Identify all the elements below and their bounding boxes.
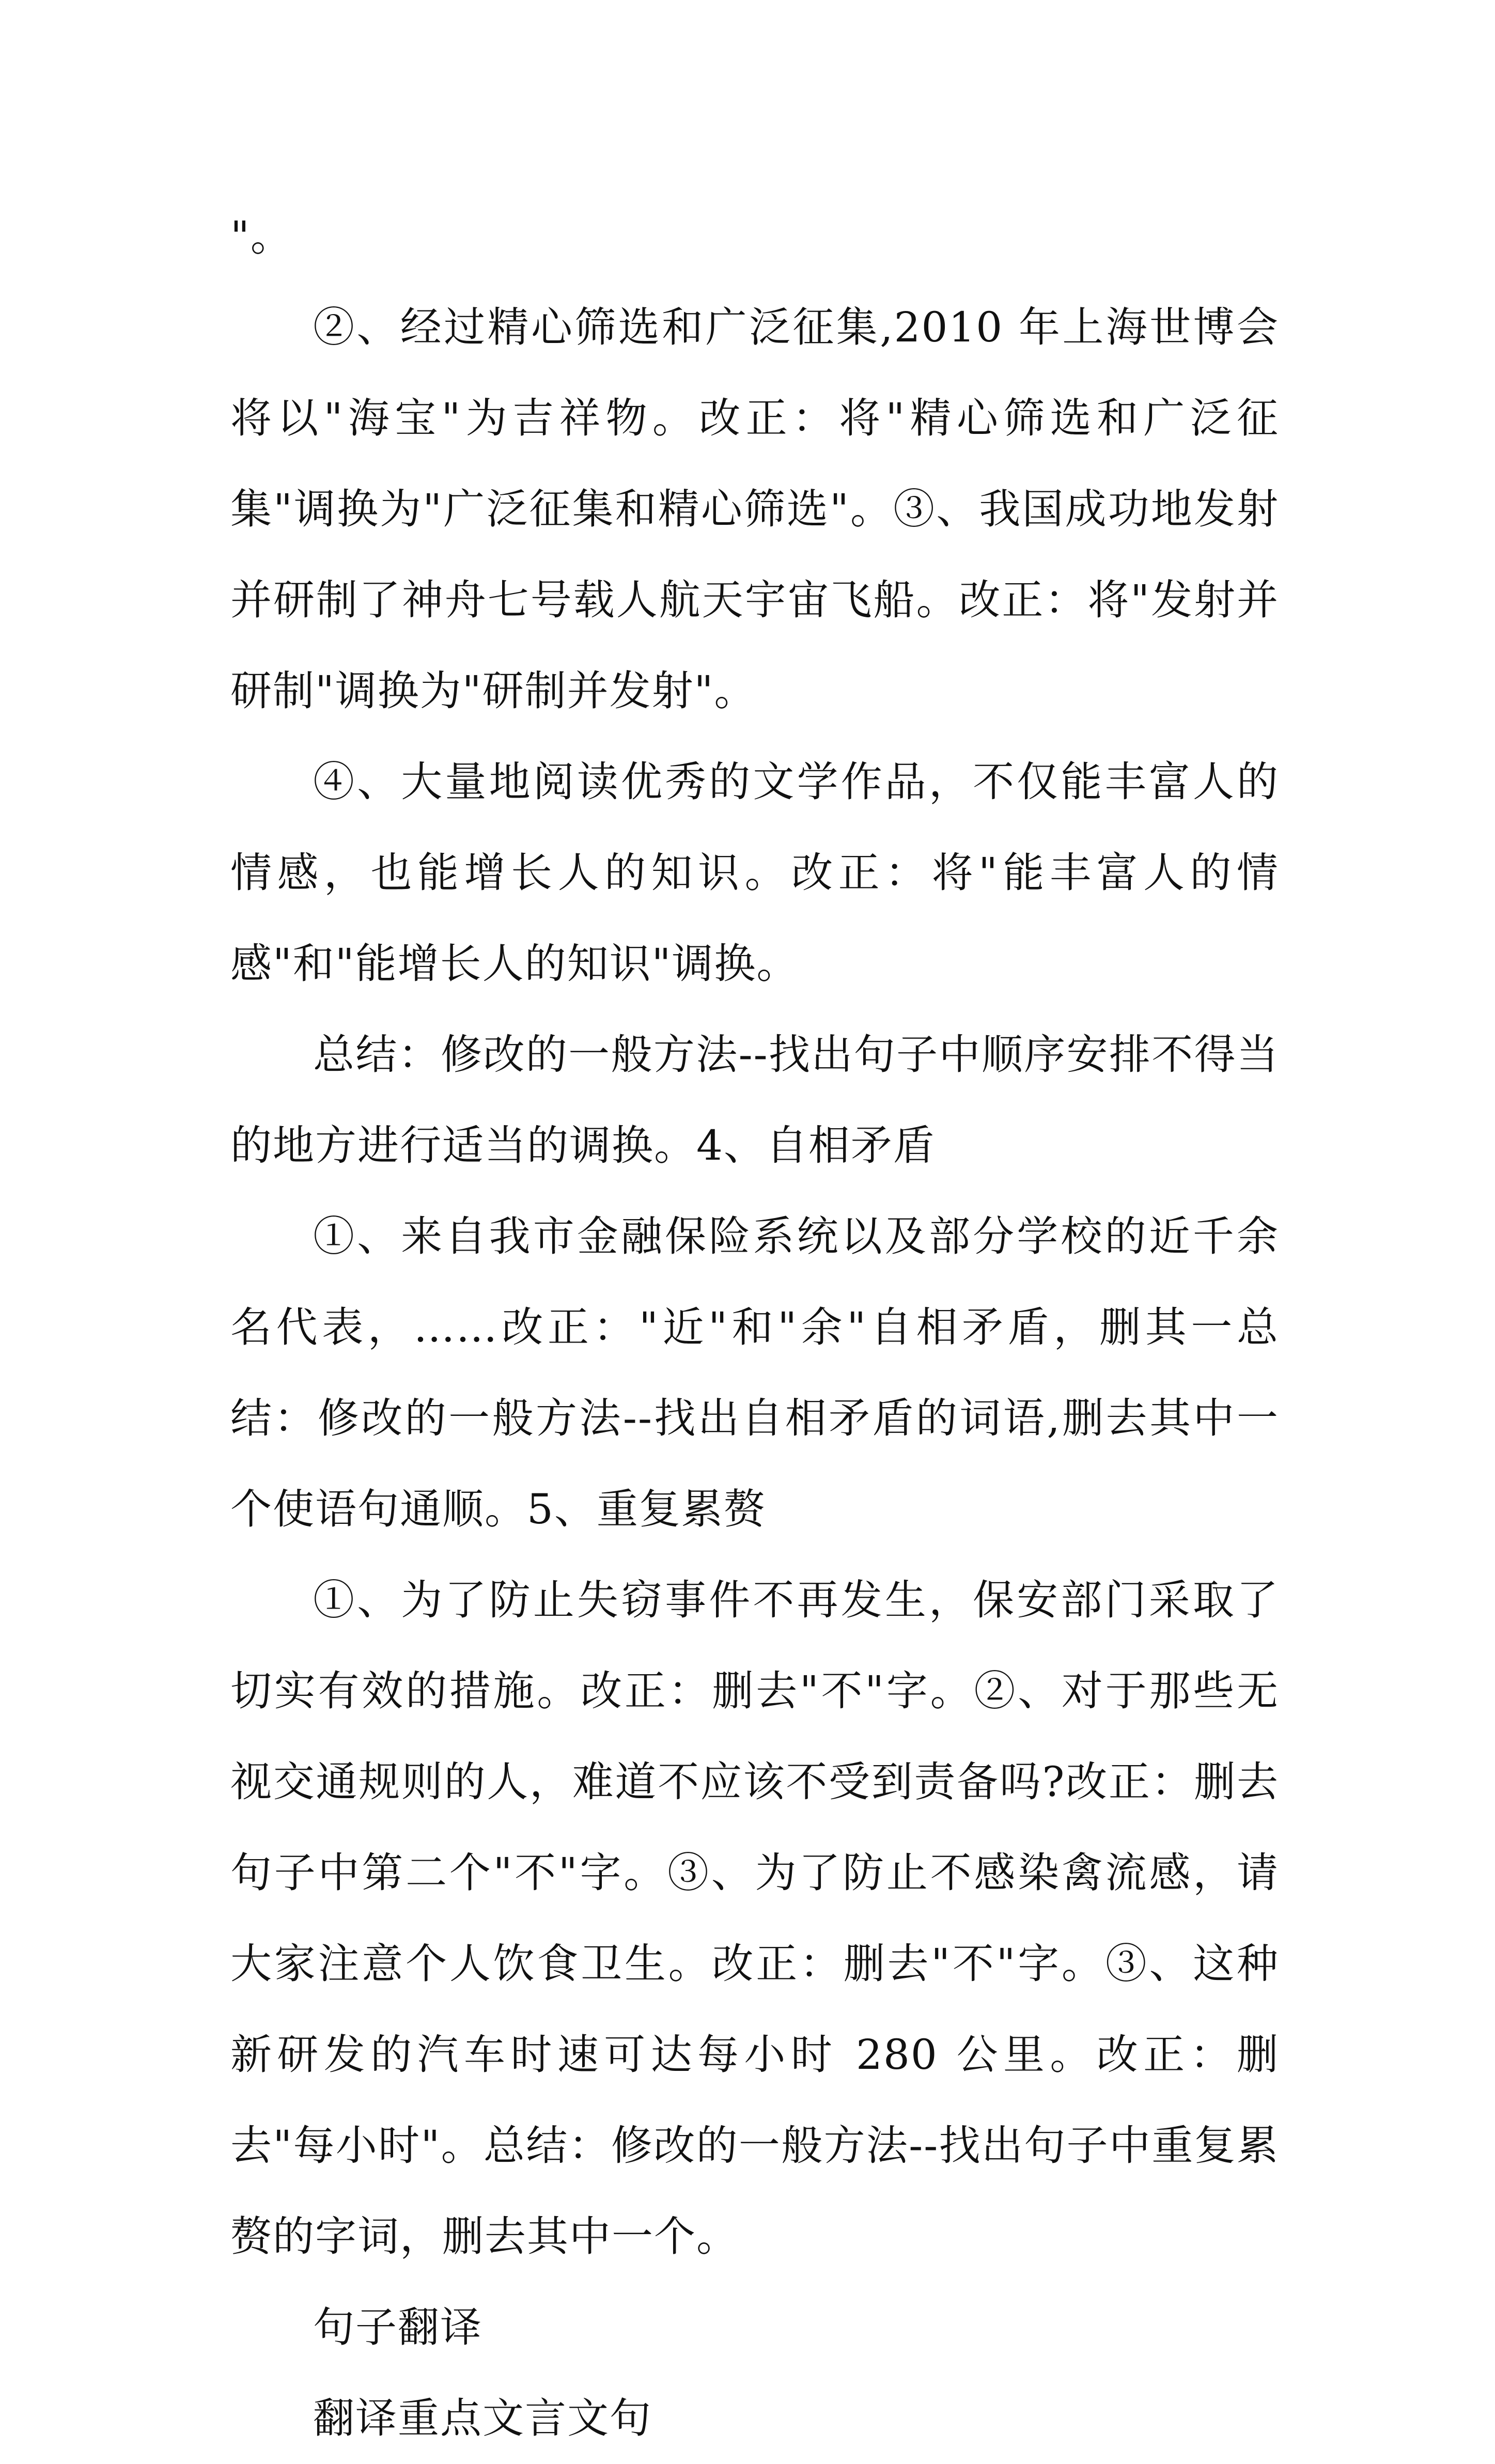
- paragraph-contradiction: ①、来自我市金融保险系统以及部分学校的近千余名代表，……改正："近"和"余"自相矛盾，删其一总结：修改的一般方法--找出自相矛盾的词语,删去其中一个使语句通顺。5、重复累赘: [230, 1212, 1279, 1533]
- heading-sentence-translation: 句子翻译: [313, 2303, 482, 2351]
- paragraph-word-order-example-4: ④、大量地阅读优秀的文学作品，不仅能丰富人的情感，也能增长人的知识。改正：将"能丰富人的情感"和"能增长人的知识"调换。: [230, 758, 1279, 988]
- paragraph-word-order-summary: 总结：修改的一般方法--找出句子中顺序安排不得当的地方进行适当的调换。4、自相矛盾: [230, 1031, 1279, 1169]
- paragraph-closing-quote: "。: [230, 212, 293, 260]
- document-body: [230, 191, 1279, 2464]
- paragraph-redundancy: ①、为了防止失窃事件不再发生，保安部门采取了切实有效的措施。改正：删去"不"字。②、对于那些无视交通规则的人，难道不应该不受到责备吗?改正：删去句子中第二个"不"字。③、为了防止不感染禽流感，请大家注意个人饮食卫生。改正：删去"不"字。③、这种新研发的汽车时速可达每小时 280 公里。改正：删去"每小时"。总结：修改的一般方法--找出句子中重复累赘的字词，删去其中一个。: [230, 1576, 1279, 2260]
- heading-classical-translation: 翻译重点文言文句: [313, 2394, 652, 2442]
- paragraph-word-order-examples: ②、经过精心筛选和广泛征集,2010 年上海世博会将以"海宝"为吉祥物。改正：将"精心筛选和广泛征集"调换为"广泛征集和精心筛选"。③、我国成功地发射并研制了神舟七号载人航天宇宙飞船。改正：将"发射并研制"调换为"研制并发射"。: [230, 303, 1279, 715]
